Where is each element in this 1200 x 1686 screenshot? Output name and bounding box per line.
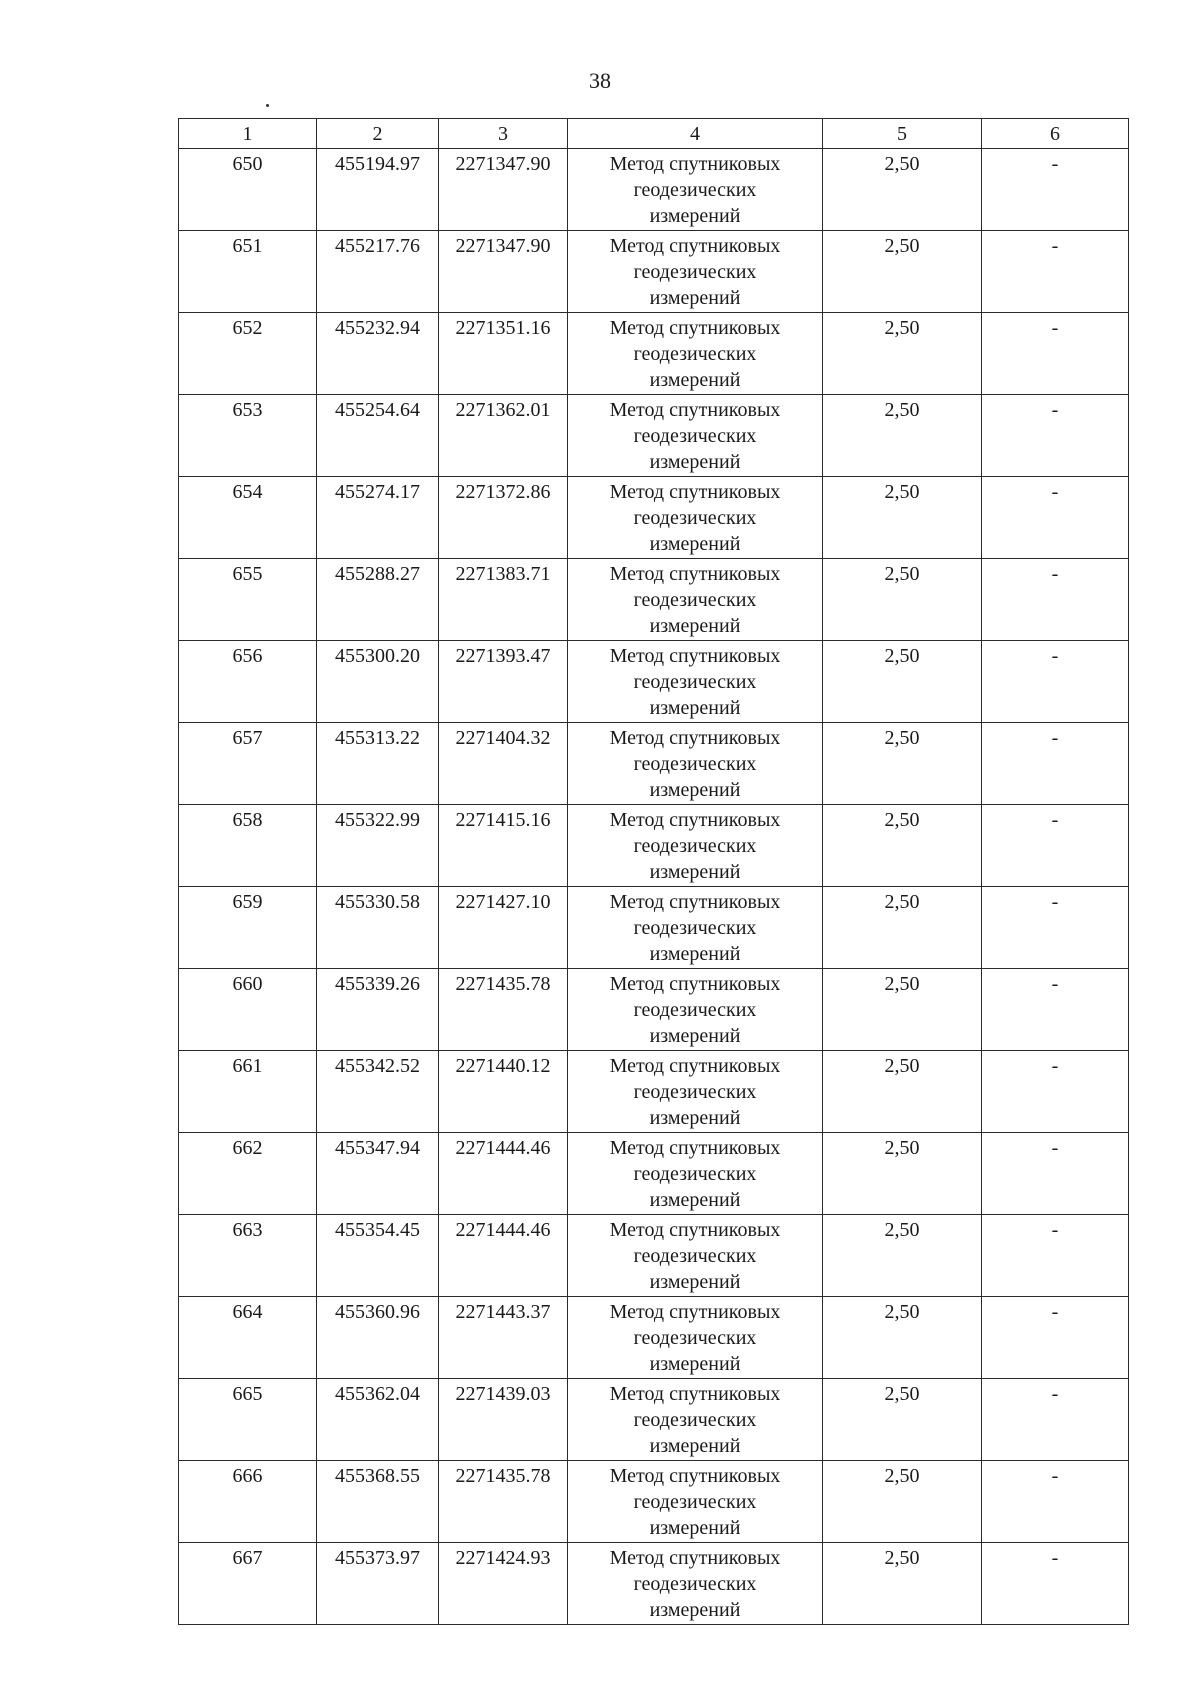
method-cell bbox=[568, 231, 823, 313]
point-cell: 656 bbox=[179, 641, 317, 723]
accuracy-cell: 2,50 bbox=[823, 395, 982, 477]
header-cell-5: 5 bbox=[823, 119, 982, 149]
table-row bbox=[179, 1133, 1129, 1215]
accuracy-cell: 2,50 bbox=[823, 559, 982, 641]
table-row bbox=[179, 723, 1129, 805]
method-line: геодезических bbox=[633, 917, 757, 939]
x-coordinate-cell: 455368.55 bbox=[317, 1461, 439, 1543]
x-coordinate-cell: 455347.94 bbox=[317, 1133, 439, 1215]
header-cell-2: 2 bbox=[317, 119, 439, 149]
accuracy-cell: 2,50 bbox=[823, 1297, 982, 1379]
point-cell: 660 bbox=[179, 969, 317, 1051]
method-line: Метод спутниковых bbox=[609, 481, 781, 503]
x-coordinate-cell: 455194.97 bbox=[317, 149, 439, 231]
accuracy-cell: 2,50 bbox=[823, 1133, 982, 1215]
point-cell: 664 bbox=[179, 1297, 317, 1379]
method-line: геодезических bbox=[633, 425, 757, 447]
table-row bbox=[179, 395, 1129, 477]
note-cell: - bbox=[982, 641, 1129, 723]
method-line: измерений bbox=[649, 1189, 741, 1211]
accuracy-cell: 2,50 bbox=[823, 477, 982, 559]
x-coordinate-cell: 455300.20 bbox=[317, 641, 439, 723]
point-cell: 666 bbox=[179, 1461, 317, 1543]
method-cell bbox=[568, 1133, 823, 1215]
method-cell bbox=[568, 1215, 823, 1297]
y-coordinate-cell: 2271435.78 bbox=[439, 1461, 568, 1543]
x-coordinate-cell: 455254.64 bbox=[317, 395, 439, 477]
accuracy-cell: 2,50 bbox=[823, 1379, 982, 1461]
method-line: Метод спутниковых bbox=[609, 645, 781, 667]
x-coordinate-cell: 455274.17 bbox=[317, 477, 439, 559]
accuracy-cell: 2,50 bbox=[823, 723, 982, 805]
table-row bbox=[179, 149, 1129, 231]
note-cell: - bbox=[982, 395, 1129, 477]
header-row bbox=[179, 119, 1129, 149]
y-coordinate-cell: 2271347.90 bbox=[439, 149, 568, 231]
note-cell: - bbox=[982, 149, 1129, 231]
point-cell: 663 bbox=[179, 1215, 317, 1297]
method-line: измерений bbox=[649, 779, 741, 801]
accuracy-cell: 2,50 bbox=[823, 149, 982, 231]
method-line: геодезических bbox=[633, 1573, 757, 1595]
accuracy-cell: 2,50 bbox=[823, 887, 982, 969]
point-cell: 654 bbox=[179, 477, 317, 559]
y-coordinate-cell: 2271424.93 bbox=[439, 1543, 568, 1625]
method-cell bbox=[568, 641, 823, 723]
accuracy-cell: 2,50 bbox=[823, 1215, 982, 1297]
method-line: измерений bbox=[649, 1435, 741, 1457]
method-cell bbox=[568, 149, 823, 231]
note-cell: - bbox=[982, 969, 1129, 1051]
method-line: измерений bbox=[649, 1353, 741, 1375]
method-cell bbox=[568, 395, 823, 477]
note-cell: - bbox=[982, 805, 1129, 887]
y-coordinate-cell: 2271415.16 bbox=[439, 805, 568, 887]
method-line: Метод спутниковых bbox=[609, 809, 781, 831]
x-coordinate-cell: 455339.26 bbox=[317, 969, 439, 1051]
x-coordinate-cell: 455322.99 bbox=[317, 805, 439, 887]
table-body bbox=[179, 149, 1129, 1625]
y-coordinate-cell: 2271351.16 bbox=[439, 313, 568, 395]
y-coordinate-cell: 2271444.46 bbox=[439, 1215, 568, 1297]
table-row bbox=[179, 1297, 1129, 1379]
note-cell: - bbox=[982, 559, 1129, 641]
header-cell-6: 6 bbox=[982, 119, 1129, 149]
y-coordinate-cell: 2271427.10 bbox=[439, 887, 568, 969]
method-line: геодезических bbox=[633, 343, 757, 365]
method-line: измерений bbox=[649, 1107, 741, 1129]
method-line: Метод спутниковых bbox=[609, 235, 781, 257]
note-cell: - bbox=[982, 1379, 1129, 1461]
method-line: геодезических bbox=[633, 1409, 757, 1431]
note-cell: - bbox=[982, 1543, 1129, 1625]
point-cell: 653 bbox=[179, 395, 317, 477]
method-line: геодезических bbox=[633, 835, 757, 857]
method-line: Метод спутниковых bbox=[609, 973, 781, 995]
method-line: измерений bbox=[649, 1271, 741, 1293]
table-row bbox=[179, 969, 1129, 1051]
y-coordinate-cell: 2271440.12 bbox=[439, 1051, 568, 1133]
point-cell: 658 bbox=[179, 805, 317, 887]
method-cell bbox=[568, 1379, 823, 1461]
point-cell: 659 bbox=[179, 887, 317, 969]
y-coordinate-cell: 2271372.86 bbox=[439, 477, 568, 559]
y-coordinate-cell: 2271347.90 bbox=[439, 231, 568, 313]
table-row bbox=[179, 1379, 1129, 1461]
method-line: измерений bbox=[649, 205, 741, 227]
method-line: геодезических bbox=[633, 1081, 757, 1103]
table-row bbox=[179, 1051, 1129, 1133]
method-line: геодезических bbox=[633, 753, 757, 775]
method-cell bbox=[568, 313, 823, 395]
method-cell bbox=[568, 477, 823, 559]
method-cell bbox=[568, 723, 823, 805]
x-coordinate-cell: 455373.97 bbox=[317, 1543, 439, 1625]
accuracy-cell: 2,50 bbox=[823, 1543, 982, 1625]
method-cell bbox=[568, 969, 823, 1051]
method-line: измерений bbox=[649, 861, 741, 883]
note-cell: - bbox=[982, 887, 1129, 969]
method-line: геодезических bbox=[633, 261, 757, 283]
x-coordinate-cell: 455288.27 bbox=[317, 559, 439, 641]
method-line: Метод спутниковых bbox=[609, 1301, 781, 1323]
method-line: Метод спутниковых bbox=[609, 317, 781, 339]
method-line: измерений bbox=[649, 943, 741, 965]
method-line: измерений bbox=[649, 369, 741, 391]
note-cell: - bbox=[982, 231, 1129, 313]
method-line: измерений bbox=[649, 697, 741, 719]
method-cell bbox=[568, 887, 823, 969]
coordinates-table bbox=[178, 118, 1129, 1625]
x-coordinate-cell: 455313.22 bbox=[317, 723, 439, 805]
point-cell: 661 bbox=[179, 1051, 317, 1133]
method-cell bbox=[568, 1543, 823, 1625]
method-line: геодезических bbox=[633, 179, 757, 201]
y-coordinate-cell: 2271443.37 bbox=[439, 1297, 568, 1379]
y-coordinate-cell: 2271444.46 bbox=[439, 1133, 568, 1215]
point-cell: 652 bbox=[179, 313, 317, 395]
accuracy-cell: 2,50 bbox=[823, 1461, 982, 1543]
method-line: геодезических bbox=[633, 671, 757, 693]
method-line: измерений bbox=[649, 1517, 741, 1539]
table-row bbox=[179, 477, 1129, 559]
table-row bbox=[179, 231, 1129, 313]
table-row bbox=[179, 641, 1129, 723]
note-cell: - bbox=[982, 723, 1129, 805]
header-cell-1: 1 bbox=[179, 119, 317, 149]
note-cell: - bbox=[982, 1297, 1129, 1379]
table-row bbox=[179, 1461, 1129, 1543]
table-row bbox=[179, 887, 1129, 969]
point-cell: 665 bbox=[179, 1379, 317, 1461]
page-number: 38 bbox=[589, 68, 611, 93]
x-coordinate-cell: 455362.04 bbox=[317, 1379, 439, 1461]
point-cell: 650 bbox=[179, 149, 317, 231]
method-line: геодезических bbox=[633, 507, 757, 529]
y-coordinate-cell: 2271383.71 bbox=[439, 559, 568, 641]
method-line: Метод спутниковых bbox=[609, 399, 781, 421]
note-cell: - bbox=[982, 1051, 1129, 1133]
header-cell-4: 4 bbox=[568, 119, 823, 149]
x-coordinate-cell: 455354.45 bbox=[317, 1215, 439, 1297]
method-line: Метод спутниковых bbox=[609, 1219, 781, 1241]
method-line: геодезических bbox=[633, 1327, 757, 1349]
method-line: Метод спутниковых bbox=[609, 1055, 781, 1077]
x-coordinate-cell: 455232.94 bbox=[317, 313, 439, 395]
table-row bbox=[179, 313, 1129, 395]
method-line: измерений bbox=[649, 451, 741, 473]
header-cell-3: 3 bbox=[439, 119, 568, 149]
y-coordinate-cell: 2271404.32 bbox=[439, 723, 568, 805]
method-line: измерений bbox=[649, 533, 741, 555]
note-cell: - bbox=[982, 1133, 1129, 1215]
y-coordinate-cell: 2271435.78 bbox=[439, 969, 568, 1051]
table-row bbox=[179, 559, 1129, 641]
point-cell: 667 bbox=[179, 1543, 317, 1625]
method-line: геодезических bbox=[633, 1163, 757, 1185]
x-coordinate-cell: 455330.58 bbox=[317, 887, 439, 969]
accuracy-cell: 2,50 bbox=[823, 1051, 982, 1133]
method-line: геодезических bbox=[633, 999, 757, 1021]
method-line: геодезических bbox=[633, 1491, 757, 1513]
method-line: измерений bbox=[649, 615, 741, 637]
method-line: Метод спутниковых bbox=[609, 727, 781, 749]
method-cell bbox=[568, 1051, 823, 1133]
scan-mark bbox=[266, 104, 269, 107]
method-cell bbox=[568, 805, 823, 887]
method-line: геодезических bbox=[633, 589, 757, 611]
x-coordinate-cell: 455217.76 bbox=[317, 231, 439, 313]
accuracy-cell: 2,50 bbox=[823, 641, 982, 723]
x-coordinate-cell: 455342.52 bbox=[317, 1051, 439, 1133]
method-cell bbox=[568, 1297, 823, 1379]
note-cell: - bbox=[982, 1215, 1129, 1297]
table-row bbox=[179, 1215, 1129, 1297]
accuracy-cell: 2,50 bbox=[823, 805, 982, 887]
method-line: Метод спутниковых bbox=[609, 891, 781, 913]
method-line: геодезических bbox=[633, 1245, 757, 1267]
method-cell bbox=[568, 559, 823, 641]
table-row bbox=[179, 805, 1129, 887]
method-line: Метод спутниковых bbox=[609, 563, 781, 585]
note-cell: - bbox=[982, 313, 1129, 395]
x-coordinate-cell: 455360.96 bbox=[317, 1297, 439, 1379]
method-line: измерений bbox=[649, 287, 741, 309]
point-cell: 662 bbox=[179, 1133, 317, 1215]
accuracy-cell: 2,50 bbox=[823, 313, 982, 395]
point-cell: 657 bbox=[179, 723, 317, 805]
y-coordinate-cell: 2271362.01 bbox=[439, 395, 568, 477]
method-line: Метод спутниковых bbox=[609, 153, 781, 175]
accuracy-cell: 2,50 bbox=[823, 969, 982, 1051]
method-line: измерений bbox=[649, 1025, 741, 1047]
method-line: Метод спутниковых bbox=[609, 1547, 781, 1569]
point-cell: 651 bbox=[179, 231, 317, 313]
method-line: Метод спутниковых bbox=[609, 1137, 781, 1159]
note-cell: - bbox=[982, 477, 1129, 559]
y-coordinate-cell: 2271439.03 bbox=[439, 1379, 568, 1461]
point-cell: 655 bbox=[179, 559, 317, 641]
method-line: Метод спутниковых bbox=[609, 1465, 781, 1487]
note-cell: - bbox=[982, 1461, 1129, 1543]
method-cell bbox=[568, 1461, 823, 1543]
method-line: измерений bbox=[649, 1599, 741, 1621]
table-row bbox=[179, 1543, 1129, 1625]
accuracy-cell: 2,50 bbox=[823, 231, 982, 313]
method-line: Метод спутниковых bbox=[609, 1383, 781, 1405]
y-coordinate-cell: 2271393.47 bbox=[439, 641, 568, 723]
